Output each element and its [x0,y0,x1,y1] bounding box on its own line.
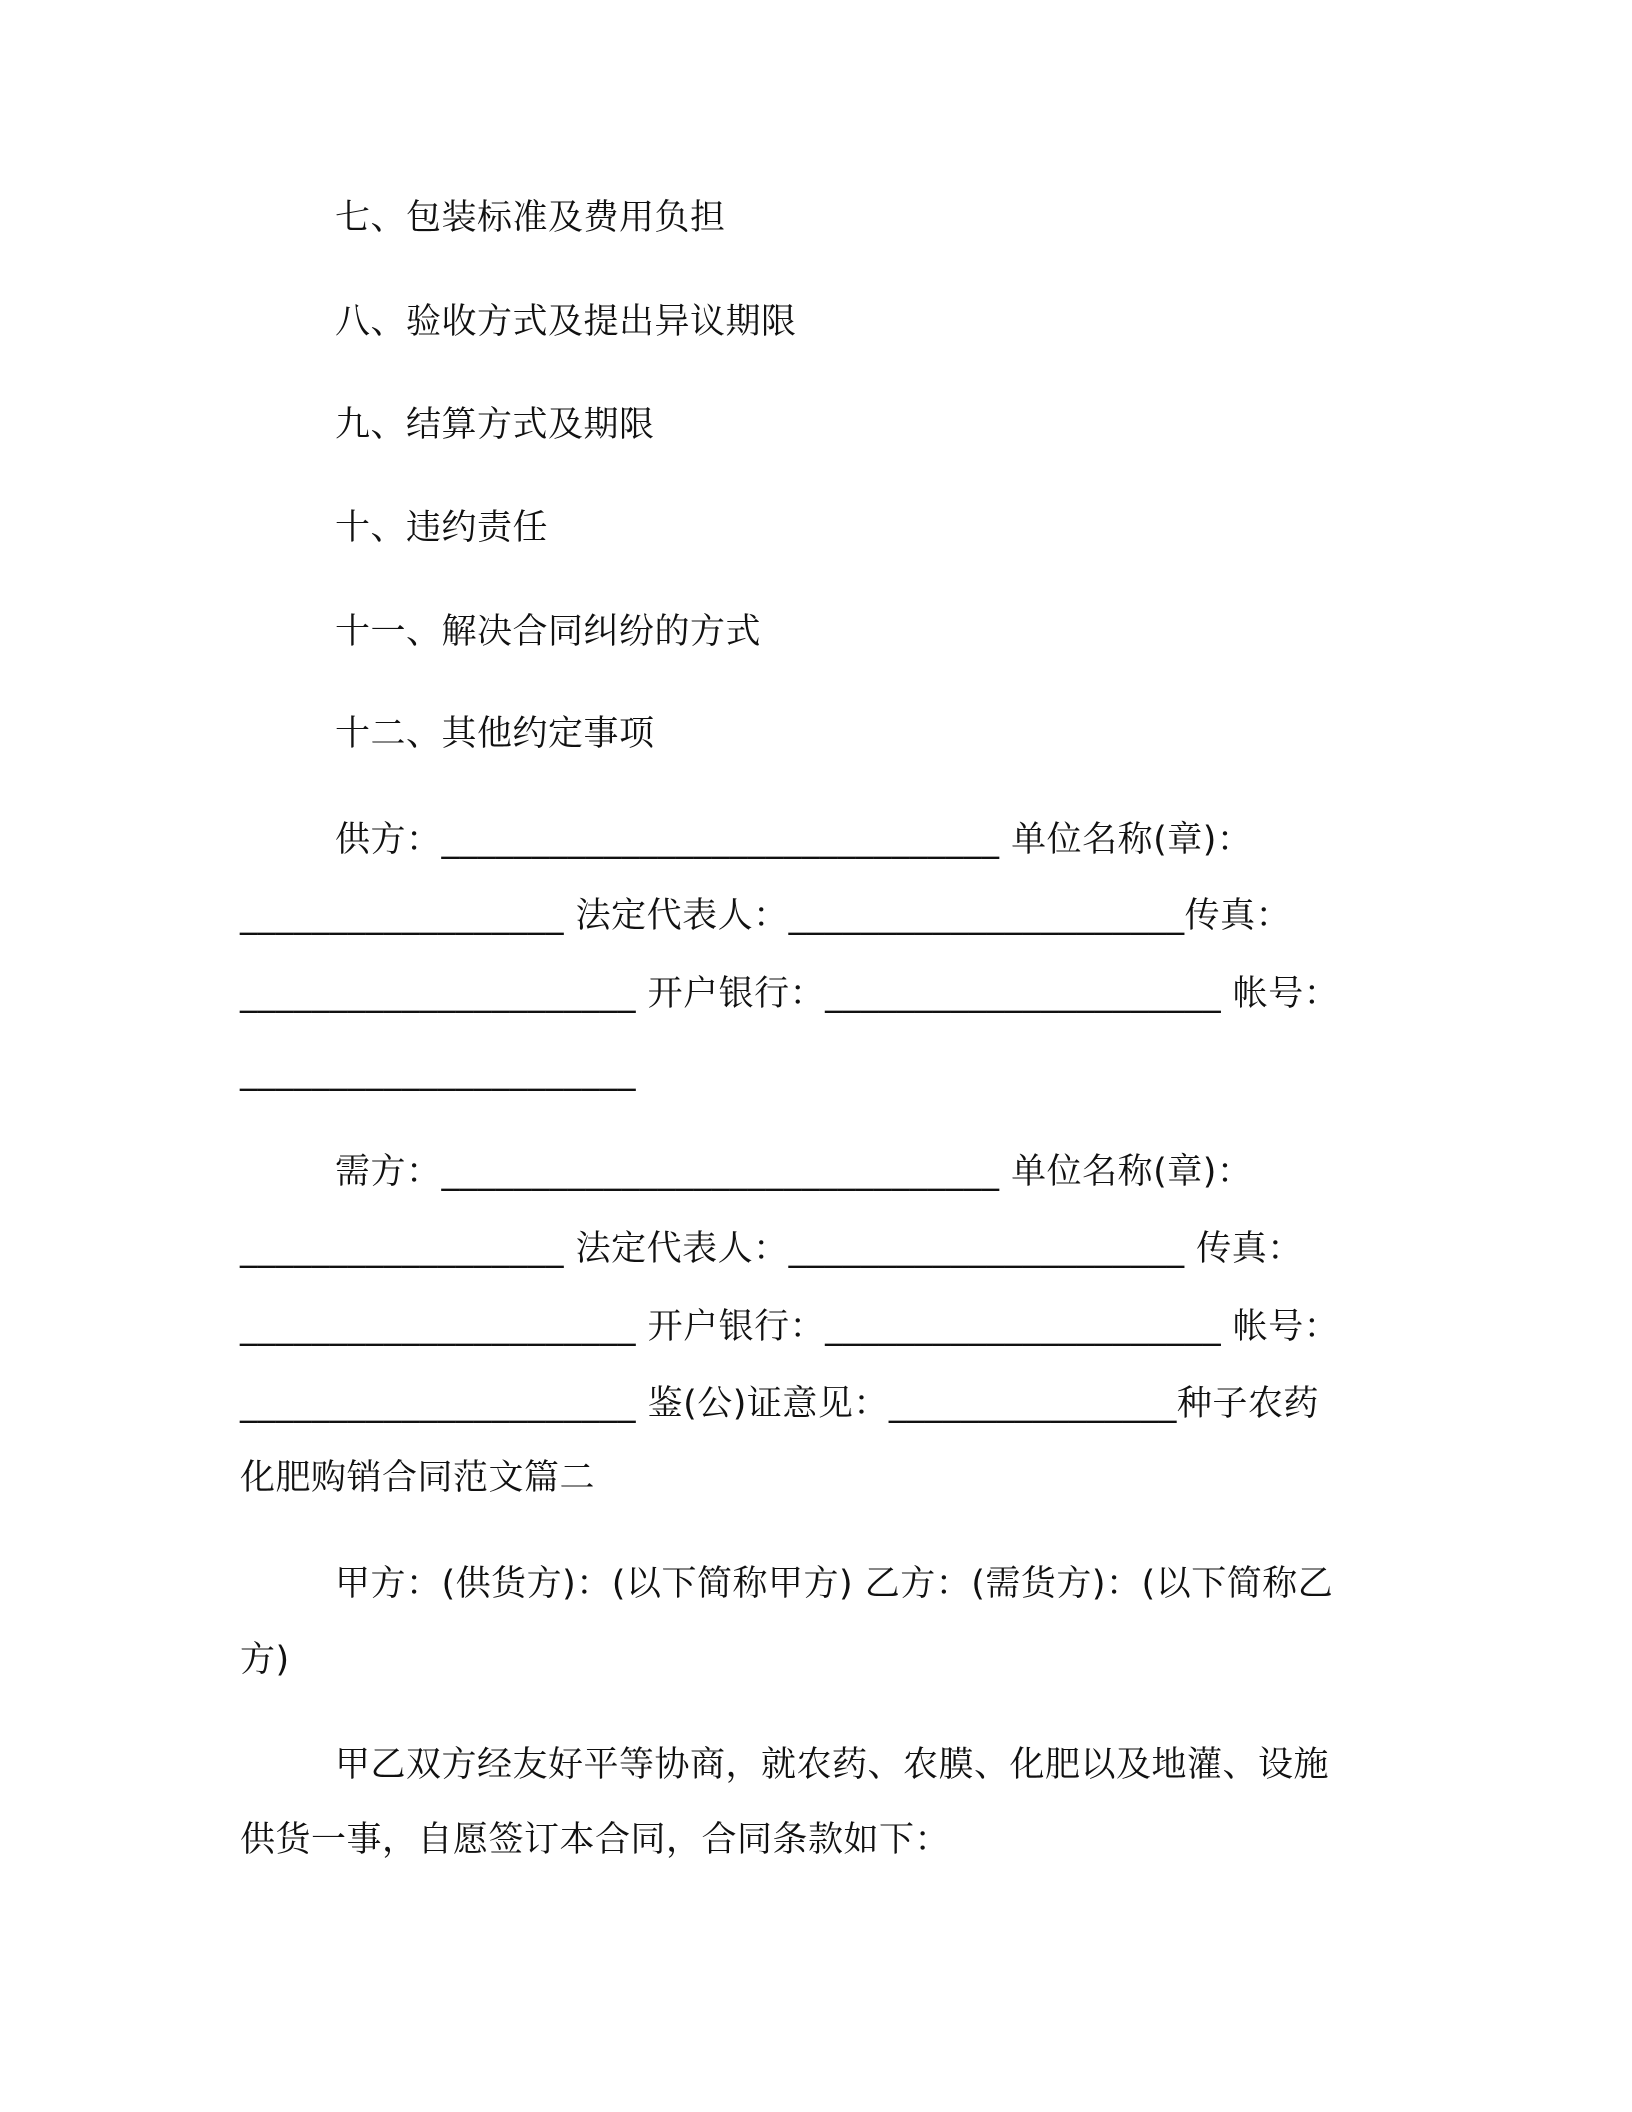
buyer-line-3: ______________________ 开户银行：______________________ 帐号： [240,1307,1340,1347]
intro-line-2: 供货一事，自愿签订本合同，合同条款如下： [240,1820,951,1860]
section-heading-7: 七、包装标准及费用负担 [335,198,726,238]
supplier-line-4: ______________________ [240,1052,636,1092]
buyer-line-1: 需方：_______________________________ 单位名称(章)： [335,1152,1253,1192]
supplier-line-3: ______________________ 开户银行：______________________ 帐号： [240,974,1340,1014]
intro-line-1: 甲乙双方经友好平等协商，就农药、农膜、化肥以及地灌、设施 [335,1745,1330,1785]
document-subtitle: 化肥购销合同范文篇二 [240,1458,596,1498]
parties-line-2: 方) [240,1640,290,1680]
parties-line-1: 甲方：(供货方)：(以下简称甲方) 乙方：(需货方)：(以下简称乙 [335,1564,1334,1604]
buyer-line-4: ______________________ 鉴(公)证意见：________________种子农药 [240,1384,1319,1424]
section-heading-12: 十二、其他约定事项 [335,714,655,754]
buyer-line-2: __________________ 法定代表人：______________________ 传真： [240,1229,1303,1269]
section-heading-9: 九、结算方式及期限 [335,405,655,445]
section-heading-8: 八、验收方式及提出异议期限 [335,302,797,342]
section-heading-11: 十一、解决合同纠纷的方式 [335,612,762,652]
supplier-line-1: 供方：_______________________________ 单位名称(章)： [335,820,1253,860]
section-heading-10: 十、违约责任 [335,508,549,548]
supplier-line-2: __________________ 法定代表人：______________________传真： [240,896,1292,936]
